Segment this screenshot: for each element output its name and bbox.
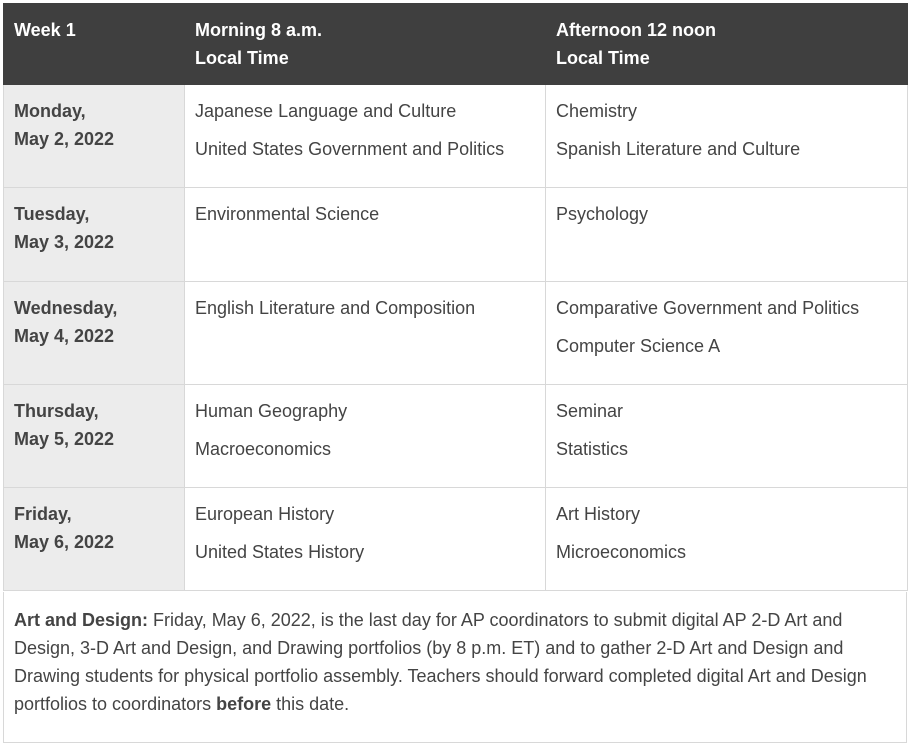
exam-name: Statistics <box>556 439 629 459</box>
exam-name: Chemistry <box>556 101 638 121</box>
afternoon-cell <box>546 188 908 282</box>
exam-name: Spanish Literature and Culture <box>556 139 801 159</box>
header-afternoon-line1: Afternoon 12 noon <box>556 20 716 40</box>
exam-name: Environmental Science <box>195 204 380 224</box>
header-morning-line2: Local Time <box>195 48 289 68</box>
header-morning <box>185 4 546 85</box>
day-date: May 2, 2022 <box>14 129 115 149</box>
morning-cell <box>185 282 546 385</box>
exam-name: United States Government and Politics <box>195 139 505 159</box>
exam-name: Art History <box>556 504 641 524</box>
exam-name: European History <box>195 504 335 524</box>
art-and-design-note <box>3 592 907 743</box>
note-label: Art and Design: <box>14 610 149 630</box>
exam-schedule-table <box>3 3 908 591</box>
table-row <box>4 282 908 385</box>
table-row <box>4 385 908 488</box>
exam-name: United States History <box>195 542 365 562</box>
note-text-part1: Friday, May 6, 2022, is the last day for AP coordinators to submit digital AP 2-D Art and Design, 3-D Art and Design, and Drawing portfolios (by 8 p.m. ET) and to gather 2-D Art and Design and Drawing students for physical portfolio assembly. Teachers should forward completed digital Art and Design portfolios to coordinators <box>14 610 867 714</box>
afternoon-cell <box>546 282 908 385</box>
morning-cell <box>185 488 546 591</box>
table-body <box>4 85 908 591</box>
exam-name: Human Geography <box>195 401 348 421</box>
exam-name: Computer Science A <box>556 336 721 356</box>
header-week <box>4 4 185 85</box>
table-row <box>4 188 908 282</box>
day-name: Thursday, <box>14 401 99 421</box>
day-name: Monday, <box>14 101 86 121</box>
header-morning-line1: Morning 8 a.m. <box>195 20 323 40</box>
exam-name: Japanese Language and Culture <box>195 101 457 121</box>
table-row <box>4 488 908 591</box>
exam-name: Comparative Government and Politics <box>556 298 860 318</box>
day-name: Friday, <box>14 504 72 524</box>
afternoon-cell <box>546 488 908 591</box>
table-header <box>4 4 908 85</box>
header-afternoon-line2: Local Time <box>556 48 650 68</box>
exam-name: Microeconomics <box>556 542 687 562</box>
day-cell <box>4 188 185 282</box>
day-cell <box>4 488 185 591</box>
table-row <box>4 85 908 188</box>
header-row <box>4 4 908 85</box>
morning-cell <box>185 85 546 188</box>
morning-cell <box>185 385 546 488</box>
exam-name: Macroeconomics <box>195 439 332 459</box>
day-cell <box>4 282 185 385</box>
day-name: Tuesday, <box>14 204 90 224</box>
afternoon-cell <box>546 385 908 488</box>
day-cell <box>4 85 185 188</box>
note-text-part2: this date. <box>271 694 350 714</box>
morning-cell <box>185 188 546 282</box>
day-date: May 3, 2022 <box>14 232 115 252</box>
header-week-label: Week 1 <box>14 20 76 40</box>
header-afternoon <box>546 4 908 85</box>
day-name: Wednesday, <box>14 298 118 318</box>
day-date: May 4, 2022 <box>14 326 115 346</box>
afternoon-cell <box>546 85 908 188</box>
day-date: May 5, 2022 <box>14 429 115 449</box>
exam-name: Psychology <box>556 204 649 224</box>
exam-name: English Literature and Composition <box>195 298 476 318</box>
exam-name: Seminar <box>556 401 624 421</box>
day-date: May 6, 2022 <box>14 532 115 552</box>
day-cell <box>4 385 185 488</box>
note-emphasis: before <box>216 694 272 714</box>
